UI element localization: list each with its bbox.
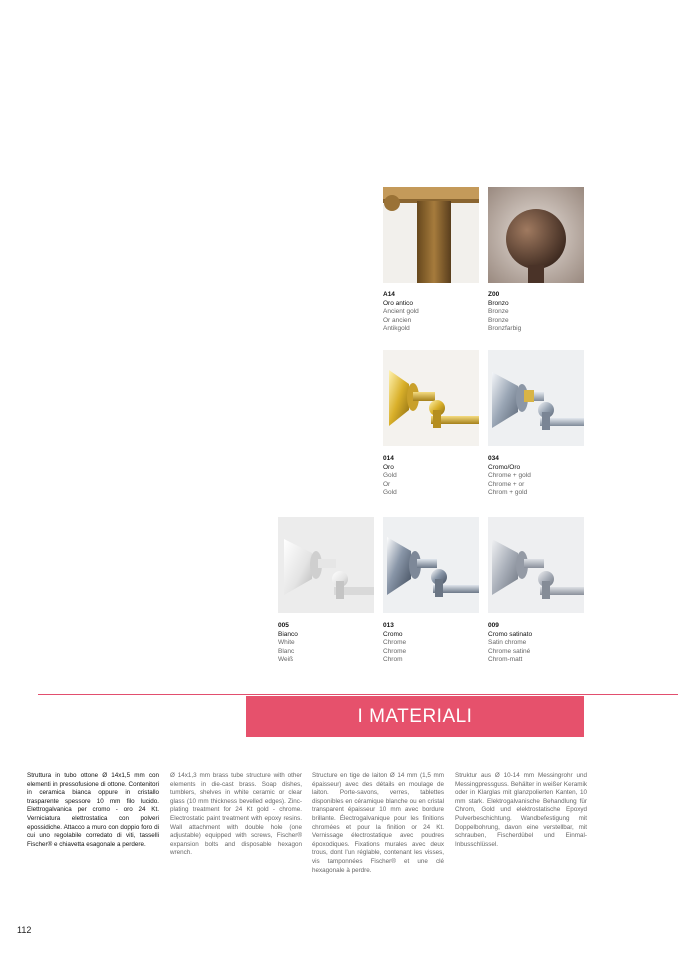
finish-code: Z00 [488, 291, 500, 298]
finish-name-en: Satin chrome [488, 639, 527, 647]
finish-name-en: Chrome + gold [488, 472, 531, 480]
finish-name: Cromo [383, 630, 403, 638]
finish-name-en: Bronze [488, 308, 509, 316]
finish-code: A14 [383, 291, 395, 298]
finish-name: Oro antico [383, 299, 413, 307]
finish-code: 005 [278, 622, 289, 629]
finish-name-fr: Chrome [383, 647, 407, 655]
swatch-ancient-gold [383, 187, 479, 283]
swatch-gold [383, 350, 479, 446]
finish-name-de: Chrom [383, 656, 403, 664]
finish-name-de: Gold [383, 489, 397, 497]
swatch-white [278, 517, 374, 613]
finish-name-de: Antikgold [383, 325, 410, 333]
finish-name-de: Chrom + gold [488, 489, 528, 497]
finish-code: 009 [488, 622, 499, 629]
finish-name-fr: Or ancien [383, 316, 412, 324]
finish-name: Bronzo [488, 299, 509, 307]
finish-name-en: Ancient gold [383, 308, 419, 316]
section-title: I MATERIALI [357, 705, 473, 727]
finish-caption-005 [278, 622, 378, 665]
finish-code: 013 [383, 622, 394, 629]
finish-caption-034 [488, 455, 588, 498]
swatch-chrome-gold [488, 350, 584, 446]
finish-name: Cromo satinato [488, 630, 533, 638]
finish-code: 034 [488, 455, 499, 462]
finish-name-fr: Blanc [278, 647, 295, 655]
finish-caption-z00 [488, 291, 588, 334]
swatch-chrome [383, 517, 479, 613]
finish-caption-014 [383, 455, 483, 498]
finish-name: Cromo/Oro [488, 463, 521, 471]
finish-name-en: Chrome [383, 639, 407, 647]
finish-code: 014 [383, 455, 394, 462]
finish-name-fr: Chrome + or [488, 480, 525, 488]
finish-name: Oro [383, 463, 394, 471]
finish-caption-009 [488, 622, 588, 665]
finish-caption-a14 [383, 291, 483, 334]
finish-name-en: White [278, 639, 295, 647]
description-german: Struktur aus Ø 10-14 mm Messingrohr und Messingpressguss. Behälter in weißer Keramik oder in Klarglas mit glanzpolierten Kanten, 10 mm stark. Elektrogalvanische Behandlung für Chrom, Gold und elektrostatische Epoxyd Pulverbeschichtung. Wandbefestigung mit Doppelbohrung, davon eine verstellbar, mit schrauben, Fischerdübel und Einmal- Inbusschlüssel. [455, 772, 587, 848]
section-divider [38, 694, 678, 695]
finish-name-en: Gold [383, 472, 397, 480]
page-number: 112 [17, 925, 32, 935]
description-english: Ø 14x1,3 mm brass tube structure with other elements in die-cast brass. Soap dishes, tumblers, shelves in white ceramic or clear glass (10 mm thickness bevelled edges). Zinc-plating treatment for 24 Kt gold - chrome. Electrostatic paint treatment with epoxy resins. Wall attachment with double hole (one adjustable) equipped with screws, Fischer® expansion bolts and disposable hexagon wrench. [170, 772, 302, 857]
finish-name-de: Chrom-matt [488, 656, 523, 664]
finish-name-fr: Or [383, 480, 391, 488]
description-french: Structure en tige de laiton Ø 14 mm (1,5 mm épaisseur) avec des détails en moulage de laiton. Porte-savons, verres, tablettes disponibles en céramique blanche ou en cristal transparent épaisseur 10 mm avec bordure brillante. Électrogalvanique pour les finitions chromées et pour la finition or 24 Kt. Vernissage électrostatique avec poudres époxodiques. Fixations murales avec deux trous, dont l'un réglable, contenant les visses, vis tamponnées Fischer® et une clé hexagonale à perdre. [312, 772, 444, 874]
swatch-satin-chrome [488, 517, 584, 613]
finish-name-de: Weiß [278, 656, 294, 664]
finish-name-fr: Chrome satiné [488, 647, 531, 655]
finish-name-fr: Bronze [488, 316, 509, 324]
finish-name: Bianco [278, 630, 298, 638]
finish-caption-013 [383, 622, 483, 665]
description-italian: Struttura in tubo ottone Ø 14x1,5 mm con elementi in pressofusione di ottone. Contenitori in ceramica bianca oppure in cristallo trasparente spessore 10 mm filo lucido. Elettrogalvanica per cromo - oro 24 Kt. Verniciatura elettrostatica con polveri epossidiche. Attacco a muro con doppio foro di cui uno regolabile corredato di viti, tasselli Fischer® e chiavetta esagonale a perdere. [27, 772, 159, 848]
finish-name-de: Bronzfarbig [488, 325, 522, 333]
swatch-bronze [488, 187, 584, 283]
section-banner [246, 696, 584, 737]
